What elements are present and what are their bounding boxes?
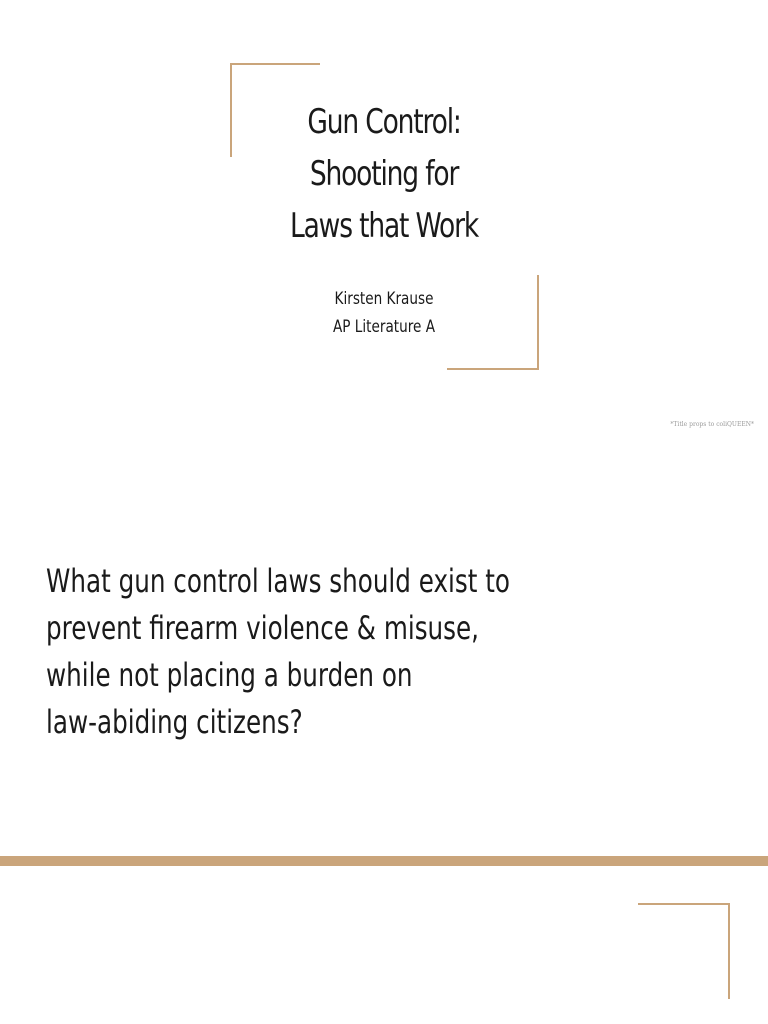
title-line: Laws that Work: [289, 206, 479, 246]
corner-bracket-bottom-right: [447, 275, 539, 370]
next-slide-partial: [0, 866, 768, 1024]
question-line: prevent firearm violence & misuse,: [46, 609, 479, 647]
question-line: while not placing a burden on: [46, 656, 413, 694]
course-name: AP Literature A: [332, 317, 436, 337]
question-line: What gun control laws should exist to: [46, 562, 510, 600]
title-line: Shooting for: [309, 154, 459, 194]
research-question: [46, 558, 523, 746]
author-name: Kirsten Krause: [334, 289, 434, 309]
title-slide: [0, 0, 768, 470]
title-credit: *Title props to coliQUEEN*: [670, 421, 754, 428]
question-line: law-abiding citizens?: [46, 703, 303, 741]
title-line: Gun Control:: [307, 102, 461, 142]
question-slide: [0, 470, 768, 856]
slide-divider: [0, 856, 768, 866]
corner-bracket-top-right: [638, 903, 730, 999]
slide-title: [228, 96, 540, 252]
